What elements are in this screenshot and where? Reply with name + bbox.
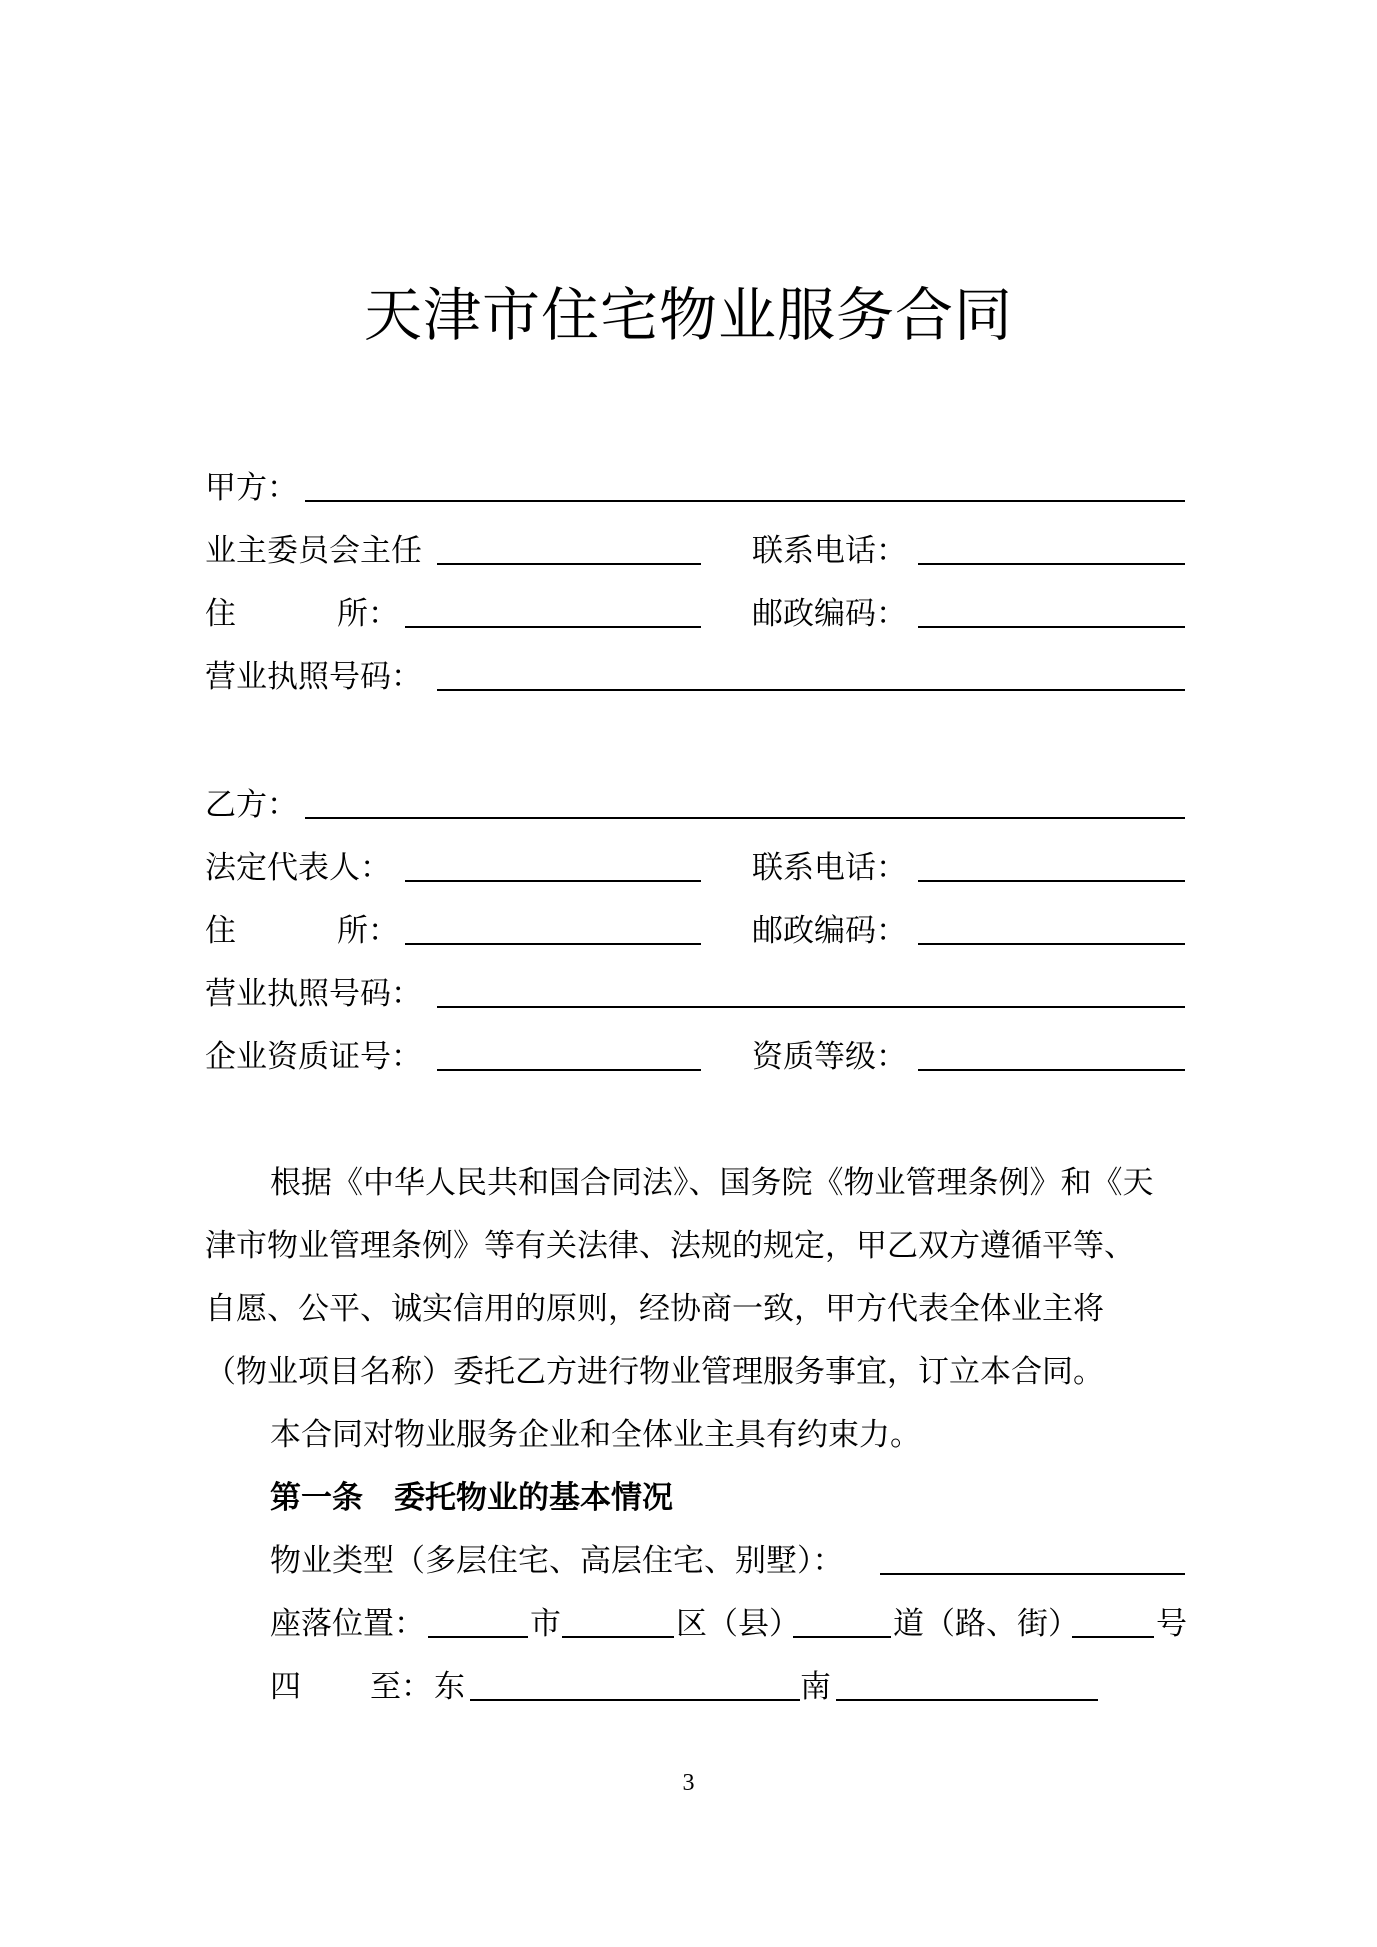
party-b-address-label-1: 住 xyxy=(205,913,236,949)
road-label: 道（路、街） xyxy=(893,1606,1079,1642)
body-line-1: 根据《中华人民共和国合同法》、国务院《物业管理条例》和《天 xyxy=(270,1165,1154,1201)
number-label: 号 xyxy=(1156,1606,1187,1642)
party-b-phone-label: 联系电话： xyxy=(752,850,907,886)
city-field[interactable] xyxy=(428,1604,528,1638)
district-label: 区（县） xyxy=(676,1606,800,1642)
party-a-phone-field[interactable] xyxy=(918,531,1185,565)
document-title: 天津市住宅物业服务合同 xyxy=(363,281,1013,349)
binding-statement: 本合同对物业服务企业和全体业主具有约束力。 xyxy=(270,1417,921,1453)
south-label: 南 xyxy=(800,1669,831,1705)
location-label: 座落位置： xyxy=(270,1606,425,1642)
party-b-address-field[interactable] xyxy=(405,911,701,945)
east-label: 东 xyxy=(434,1669,465,1705)
party-a-license-label: 营业执照号码： xyxy=(205,659,422,695)
body-line-4: （物业项目名称）委托乙方进行物业管理服务事宜，订立本合同。 xyxy=(205,1354,1104,1390)
committee-field[interactable] xyxy=(437,531,701,565)
east-field[interactable] xyxy=(470,1667,800,1701)
legal-rep-label: 法定代表人： xyxy=(205,850,391,886)
party-b-address-label-2: 所： xyxy=(337,913,399,949)
body-line-2: 津市物业管理条例》等有关法律、法规的规定，甲乙双方遵循平等、 xyxy=(205,1228,1135,1264)
qualification-level-label: 资质等级： xyxy=(752,1039,907,1075)
party-b-postcode-field[interactable] xyxy=(918,911,1185,945)
south-field[interactable] xyxy=(836,1667,1098,1701)
property-type-field[interactable] xyxy=(880,1541,1185,1575)
party-a-license-field[interactable] xyxy=(437,657,1185,691)
party-a-postcode-field[interactable] xyxy=(918,594,1185,628)
party-b-postcode-label: 邮政编码： xyxy=(752,913,907,949)
number-field[interactable] xyxy=(1072,1604,1154,1638)
party-a-address-label-1: 住 xyxy=(205,596,236,632)
party-b-license-label: 营业执照号码： xyxy=(205,976,422,1012)
article-1-heading: 第一条 委托物业的基本情况 xyxy=(270,1480,673,1516)
committee-label: 业主委员会主任 xyxy=(205,533,422,569)
party-a-postcode-label: 邮政编码： xyxy=(752,596,907,632)
party-a-phone-label: 联系电话： xyxy=(752,533,907,569)
district-field[interactable] xyxy=(562,1604,674,1638)
party-a-address-field[interactable] xyxy=(405,594,701,628)
party-b-license-field[interactable] xyxy=(437,974,1185,1008)
party-b-phone-field[interactable] xyxy=(918,848,1185,882)
bounds-label-2: 至： xyxy=(370,1669,432,1705)
party-b-label: 乙方： xyxy=(205,787,298,823)
party-a-field[interactable] xyxy=(305,468,1185,502)
party-a-address-label-2: 所： xyxy=(337,596,399,632)
property-type-label: 物业类型（多层住宅、高层住宅、别墅）： xyxy=(270,1543,844,1579)
bounds-label-1: 四 xyxy=(270,1669,301,1705)
road-field[interactable] xyxy=(793,1604,891,1638)
qualification-no-label: 企业资质证号： xyxy=(205,1039,422,1075)
qualification-level-field[interactable] xyxy=(918,1037,1185,1071)
body-line-3: 自愿、公平、诚实信用的原则，经协商一致，甲方代表全体业主将 xyxy=(205,1291,1104,1327)
page-number: 3 xyxy=(682,1770,695,1796)
city-label: 市 xyxy=(530,1606,561,1642)
legal-rep-field[interactable] xyxy=(405,848,701,882)
party-a-label: 甲方： xyxy=(205,470,298,506)
party-b-field[interactable] xyxy=(305,785,1185,819)
qualification-no-field[interactable] xyxy=(437,1037,701,1071)
